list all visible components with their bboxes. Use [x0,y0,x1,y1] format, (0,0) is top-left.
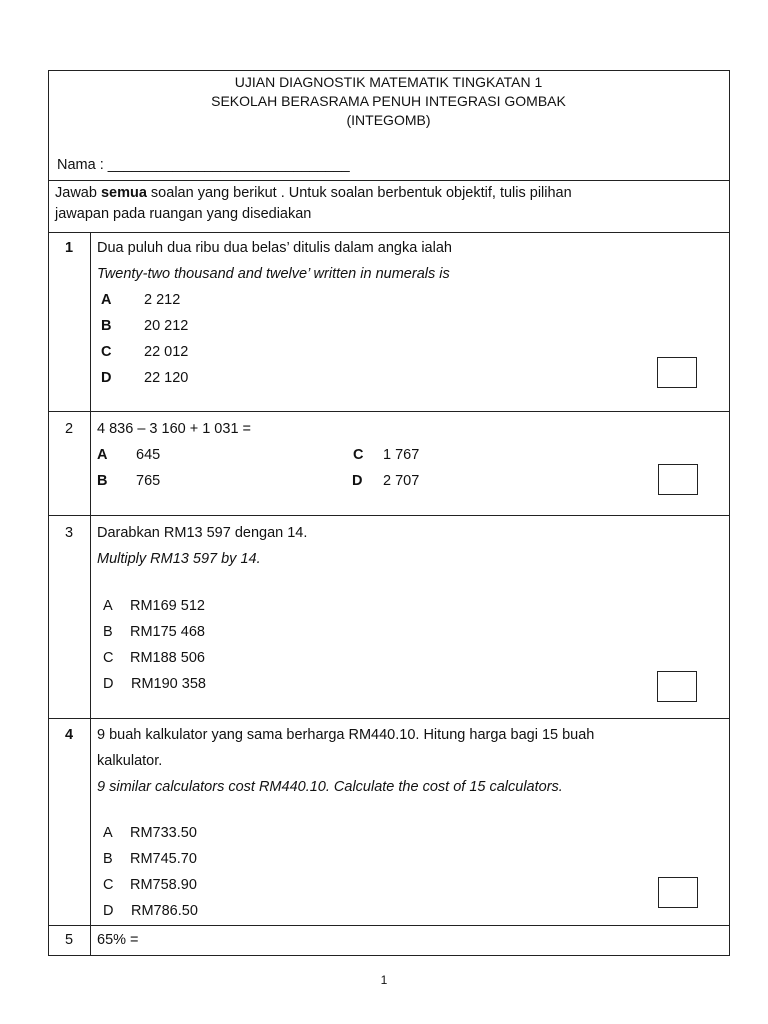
exam-title: UJIAN DIAGNOSTIK MATEMATIK TINGKATAN 1 [234,74,543,90]
question-3-option-b-value: RM175 468 [130,624,205,640]
school-abbreviation: (INTEGOMB) [346,112,431,128]
question-1-number: 1 [64,240,74,256]
question-4-option-c-letter: C [103,877,114,893]
question-1-answer-box[interactable] [657,357,697,388]
table-border-right [729,70,730,956]
question-1-option-d-value: 22 120 [144,370,189,386]
question-4-option-a-value: RM733.50 [130,825,197,841]
name-blank-line[interactable]: ______________________________ [107,157,350,173]
question-2-answer-box[interactable] [658,464,698,495]
question-4-number: 4 [64,727,74,743]
question-2-option-a-letter: A [97,447,108,463]
page-number: 1 [380,973,388,987]
question-1-text-en: Twenty-two thousand and twelve’ written in numerals is [97,266,450,282]
question-1-option-c-value: 22 012 [144,344,189,360]
question-3-text-en: Multiply RM13 597 by 14. [97,551,261,567]
question-3-option-c-letter: C [103,650,114,666]
question-4-option-c-value: RM758.90 [130,877,197,893]
question-2-option-d-value: 2 707 [383,473,420,489]
question-2-option-a-value: 645 [136,447,161,463]
question-1-option-a-value: 2 212 [144,292,181,308]
instructions-pre: Jawab [55,185,101,201]
question-2-option-d-letter: D [352,473,363,489]
q1-bottom-border [48,411,729,412]
question-2-option-b-value: 765 [136,473,161,489]
question-3-option-c-value: RM188 506 [130,650,205,666]
table-border-bottom [48,955,729,956]
question-5-number: 5 [64,932,74,948]
question-1-option-d-letter: D [101,370,112,386]
table-border-top [48,70,729,71]
instructions-post: soalan yang berikut . Untuk soalan berbentuk objektif, tulis pilihan [146,185,572,201]
header-bottom-border [48,180,729,181]
school-name: SEKOLAH BERASRAMA PENUH INTEGRASI GOMBAK [211,93,566,109]
question-4-option-b-value: RM745.70 [130,851,197,867]
question-3-answer-box[interactable] [657,671,697,702]
question-3-option-a-letter: A [103,598,113,614]
name-field[interactable] [57,152,350,178]
question-2-number: 2 [64,421,74,437]
question-2-option-c-value: 1 767 [383,447,420,463]
question-4-answer-box[interactable] [658,877,698,908]
question-4-option-d-letter: D [103,903,114,919]
q3-bottom-border [48,718,729,719]
question-1-option-a-letter: A [101,292,112,308]
question-3-option-d-letter: D [103,676,114,692]
table-border-left [48,70,49,956]
question-3-option-a-value: RM169 512 [130,598,205,614]
question-2-option-c-letter: C [353,447,364,463]
question-3-option-b-letter: B [103,624,113,640]
question-4-text-ms-line1: 9 buah kalkulator yang sama berharga RM440.10. Hitung harga bagi 15 buah [97,727,595,743]
q2-bottom-border [48,515,729,516]
question-2-option-b-letter: B [97,473,108,489]
instructions-bottom-border [48,232,729,233]
question-3-text-ms: Darabkan RM13 597 dengan 14. [97,525,308,541]
question-2-text: 4 836 – 3 160 + 1 031 = [97,421,251,437]
instructions [55,183,572,225]
question-4-option-a-letter: A [103,825,113,841]
q4-bottom-border [48,925,729,926]
question-4-text-ms-line2: kalkulator. [97,753,163,769]
question-1-option-b-letter: B [101,318,112,334]
question-1-text-ms: Dua puluh dua ribu dua belas’ ditulis dalam angka ialah [97,240,452,256]
instructions-bold: semua [100,185,147,201]
number-column-divider [90,232,91,956]
question-3-option-d-value: RM190 358 [131,676,206,692]
question-4-option-b-letter: B [103,851,113,867]
instructions-line2: jawapan pada ruangan yang disediakan [55,206,312,222]
name-label: Nama : [57,157,104,173]
question-1-option-c-letter: C [101,344,112,360]
question-1-option-b-value: 20 212 [144,318,189,334]
question-3-number: 3 [64,525,74,541]
question-5-text: 65% = [97,932,139,948]
question-4-text-en: 9 similar calculators cost RM440.10. Calculate the cost of 15 calculators. [97,779,563,795]
question-4-option-d-value: RM786.50 [131,903,198,919]
